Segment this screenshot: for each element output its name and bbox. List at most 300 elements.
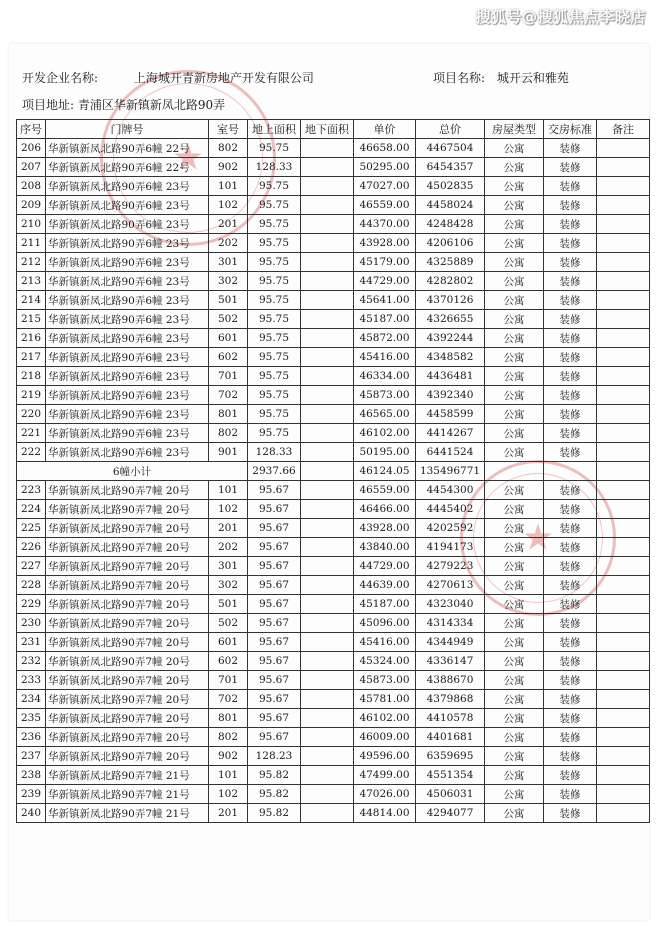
cell-underground-area bbox=[301, 557, 354, 576]
cell-remarks bbox=[597, 272, 650, 291]
cell-remarks bbox=[597, 367, 650, 386]
col-header-room: 室号 bbox=[209, 120, 248, 139]
cell-delivery-standard: 装修 bbox=[544, 405, 597, 424]
cell-underground-area bbox=[301, 139, 354, 158]
project-label: 项目名称: bbox=[433, 71, 486, 85]
subtotal-area: 2937.66 bbox=[248, 462, 301, 481]
cell-underground-area bbox=[301, 424, 354, 443]
cell-no: 214 bbox=[17, 291, 46, 310]
cell-total-price: 6359695 bbox=[416, 747, 485, 766]
cell-house-type: 公寓 bbox=[485, 728, 544, 747]
table-row bbox=[17, 766, 650, 785]
cell-total-price: 4282802 bbox=[416, 272, 485, 291]
cell-area: 95.67 bbox=[248, 671, 301, 690]
cell-house-type: 公寓 bbox=[485, 291, 544, 310]
cell-no: 217 bbox=[17, 348, 46, 367]
cell-door-number: 华新镇新凤北路90弄7幢 20号 bbox=[46, 557, 209, 576]
cell-door-number: 华新镇新凤北路90弄6幢 23号 bbox=[46, 215, 209, 234]
cell-remarks bbox=[597, 177, 650, 196]
cell-door-number: 华新镇新凤北路90弄7幢 20号 bbox=[46, 614, 209, 633]
col-header-unit-price: 单价 bbox=[354, 120, 416, 139]
cell-area: 95.67 bbox=[248, 728, 301, 747]
cell-underground-area bbox=[301, 329, 354, 348]
cell-underground-area bbox=[301, 481, 354, 500]
cell-area: 95.75 bbox=[248, 310, 301, 329]
cell-no: 238 bbox=[17, 766, 46, 785]
cell-total-price: 4379868 bbox=[416, 690, 485, 709]
cell-unit-price: 43928.00 bbox=[354, 519, 416, 538]
cell-underground-area bbox=[301, 196, 354, 215]
subtotal-price: 46124.05 bbox=[354, 462, 416, 481]
table-row bbox=[17, 405, 650, 424]
cell-door-number: 华新镇新凤北路90弄7幢 20号 bbox=[46, 709, 209, 728]
cell-delivery-standard: 装修 bbox=[544, 386, 597, 405]
cell-area: 95.75 bbox=[248, 253, 301, 272]
cell-remarks bbox=[597, 633, 650, 652]
cell-house-type: 公寓 bbox=[485, 804, 544, 823]
cell-door-number: 华新镇新凤北路90弄6幢 23号 bbox=[46, 196, 209, 215]
cell-room: 101 bbox=[209, 177, 248, 196]
cell-underground-area bbox=[301, 614, 354, 633]
cell-room: 301 bbox=[209, 253, 248, 272]
cell-room: 702 bbox=[209, 386, 248, 405]
cell-delivery-standard: 装修 bbox=[544, 253, 597, 272]
cell-house-type: 公寓 bbox=[485, 386, 544, 405]
cell-remarks bbox=[597, 595, 650, 614]
cell-underground-area bbox=[301, 234, 354, 253]
cell-remarks bbox=[597, 329, 650, 348]
subtotal-deliv bbox=[544, 462, 597, 481]
cell-delivery-standard: 装修 bbox=[544, 196, 597, 215]
cell-unit-price: 45641.00 bbox=[354, 291, 416, 310]
col-header-no: 序号 bbox=[17, 120, 46, 139]
cell-delivery-standard: 装修 bbox=[544, 443, 597, 462]
cell-room: 201 bbox=[209, 215, 248, 234]
cell-house-type: 公寓 bbox=[485, 538, 544, 557]
cell-remarks bbox=[597, 538, 650, 557]
table-body-subtotal bbox=[17, 462, 650, 481]
cell-house-type: 公寓 bbox=[485, 614, 544, 633]
cell-area: 95.67 bbox=[248, 538, 301, 557]
cell-delivery-standard: 装修 bbox=[544, 747, 597, 766]
cell-unit-price: 46102.00 bbox=[354, 424, 416, 443]
cell-no: 208 bbox=[17, 177, 46, 196]
cell-total-price: 4344949 bbox=[416, 633, 485, 652]
table-row bbox=[17, 329, 650, 348]
cell-unit-price: 47026.00 bbox=[354, 785, 416, 804]
cell-house-type: 公寓 bbox=[485, 139, 544, 158]
price-list-table bbox=[16, 119, 650, 823]
cell-underground-area bbox=[301, 158, 354, 177]
cell-remarks bbox=[597, 709, 650, 728]
cell-remarks bbox=[597, 500, 650, 519]
cell-no: 230 bbox=[17, 614, 46, 633]
cell-house-type: 公寓 bbox=[485, 747, 544, 766]
cell-underground-area bbox=[301, 747, 354, 766]
cell-delivery-standard: 装修 bbox=[544, 519, 597, 538]
cell-delivery-standard: 装修 bbox=[544, 766, 597, 785]
cell-underground-area bbox=[301, 785, 354, 804]
cell-delivery-standard: 装修 bbox=[544, 804, 597, 823]
cell-house-type: 公寓 bbox=[485, 671, 544, 690]
cell-underground-area bbox=[301, 405, 354, 424]
cell-underground-area bbox=[301, 272, 354, 291]
cell-unit-price: 45179.00 bbox=[354, 253, 416, 272]
cell-room: 701 bbox=[209, 367, 248, 386]
cell-delivery-standard: 装修 bbox=[544, 595, 597, 614]
cell-area: 95.75 bbox=[248, 424, 301, 443]
table-row bbox=[17, 158, 650, 177]
cell-door-number: 华新镇新凤北路90弄7幢 20号 bbox=[46, 728, 209, 747]
cell-remarks bbox=[597, 690, 650, 709]
cell-area: 95.75 bbox=[248, 215, 301, 234]
cell-delivery-standard: 装修 bbox=[544, 576, 597, 595]
cell-area: 95.75 bbox=[248, 139, 301, 158]
table-row bbox=[17, 557, 650, 576]
cell-total-price: 4551354 bbox=[416, 766, 485, 785]
cell-delivery-standard: 装修 bbox=[544, 291, 597, 310]
cell-underground-area bbox=[301, 709, 354, 728]
cell-door-number: 华新镇新凤北路90弄6幢 23号 bbox=[46, 424, 209, 443]
table-row bbox=[17, 500, 650, 519]
cell-door-number: 华新镇新凤北路90弄6幢 23号 bbox=[46, 348, 209, 367]
cell-no: 229 bbox=[17, 595, 46, 614]
cell-house-type: 公寓 bbox=[485, 215, 544, 234]
table-row bbox=[17, 614, 650, 633]
official-seal-stamp: ★ bbox=[100, 70, 276, 246]
cell-delivery-standard: 装修 bbox=[544, 424, 597, 443]
table-row bbox=[17, 690, 650, 709]
cell-delivery-standard: 装修 bbox=[544, 557, 597, 576]
cell-remarks bbox=[597, 671, 650, 690]
cell-delivery-standard: 装修 bbox=[544, 272, 597, 291]
cell-area: 95.67 bbox=[248, 481, 301, 500]
cell-door-number: 华新镇新凤北路90弄6幢 23号 bbox=[46, 367, 209, 386]
cell-room: 802 bbox=[209, 139, 248, 158]
cell-area: 95.75 bbox=[248, 234, 301, 253]
cell-house-type: 公寓 bbox=[485, 557, 544, 576]
cell-house-type: 公寓 bbox=[485, 177, 544, 196]
cell-unit-price: 45416.00 bbox=[354, 348, 416, 367]
cell-total-price: 4370126 bbox=[416, 291, 485, 310]
cell-delivery-standard: 装修 bbox=[544, 234, 597, 253]
cell-no: 207 bbox=[17, 158, 46, 177]
cell-door-number: 华新镇新凤北路90弄7幢 21号 bbox=[46, 766, 209, 785]
cell-total-price: 4348582 bbox=[416, 348, 485, 367]
cell-delivery-standard: 装修 bbox=[544, 348, 597, 367]
cell-unit-price: 43928.00 bbox=[354, 234, 416, 253]
cell-house-type: 公寓 bbox=[485, 310, 544, 329]
cell-unit-price: 43840.00 bbox=[354, 538, 416, 557]
cell-no: 213 bbox=[17, 272, 46, 291]
cell-remarks bbox=[597, 652, 650, 671]
cell-no: 237 bbox=[17, 747, 46, 766]
cell-door-number: 华新镇新凤北路90弄7幢 20号 bbox=[46, 500, 209, 519]
cell-no: 215 bbox=[17, 310, 46, 329]
cell-total-price: 4436481 bbox=[416, 367, 485, 386]
cell-room: 501 bbox=[209, 595, 248, 614]
cell-door-number: 华新镇新凤北路90弄6幢 23号 bbox=[46, 253, 209, 272]
cell-unit-price: 45781.00 bbox=[354, 690, 416, 709]
cell-no: 210 bbox=[17, 215, 46, 234]
table-body-building-7 bbox=[17, 481, 650, 823]
cell-unit-price: 46565.00 bbox=[354, 405, 416, 424]
cell-remarks bbox=[597, 234, 650, 253]
table-row bbox=[17, 595, 650, 614]
cell-house-type: 公寓 bbox=[485, 500, 544, 519]
cell-unit-price: 45873.00 bbox=[354, 386, 416, 405]
cell-remarks bbox=[597, 158, 650, 177]
cell-door-number: 华新镇新凤北路90弄6幢 23号 bbox=[46, 386, 209, 405]
cell-delivery-standard: 装修 bbox=[544, 481, 597, 500]
cell-unit-price: 45416.00 bbox=[354, 633, 416, 652]
cell-door-number: 华新镇新凤北路90弄7幢 20号 bbox=[46, 576, 209, 595]
cell-area: 95.75 bbox=[248, 405, 301, 424]
cell-house-type: 公寓 bbox=[485, 709, 544, 728]
cell-underground-area bbox=[301, 804, 354, 823]
cell-underground-area bbox=[301, 386, 354, 405]
cell-underground-area bbox=[301, 215, 354, 234]
cell-total-price: 4325889 bbox=[416, 253, 485, 272]
cell-underground-area bbox=[301, 519, 354, 538]
subtotal-row bbox=[17, 462, 650, 481]
cell-area: 95.82 bbox=[248, 804, 301, 823]
cell-no: 232 bbox=[17, 652, 46, 671]
table-row bbox=[17, 215, 650, 234]
cell-delivery-standard: 装修 bbox=[544, 614, 597, 633]
cell-unit-price: 45187.00 bbox=[354, 310, 416, 329]
cell-no: 233 bbox=[17, 671, 46, 690]
table-row bbox=[17, 196, 650, 215]
cell-room: 101 bbox=[209, 766, 248, 785]
cell-area: 95.67 bbox=[248, 652, 301, 671]
cell-area: 95.75 bbox=[248, 291, 301, 310]
cell-delivery-standard: 装修 bbox=[544, 500, 597, 519]
cell-no: 236 bbox=[17, 728, 46, 747]
cell-house-type: 公寓 bbox=[485, 576, 544, 595]
cell-total-price: 4388670 bbox=[416, 671, 485, 690]
cell-area: 95.67 bbox=[248, 557, 301, 576]
cell-area: 128.33 bbox=[248, 443, 301, 462]
cell-remarks bbox=[597, 443, 650, 462]
cell-underground-area bbox=[301, 576, 354, 595]
cell-no: 234 bbox=[17, 690, 46, 709]
cell-total-price: 4336147 bbox=[416, 652, 485, 671]
cell-area: 95.67 bbox=[248, 500, 301, 519]
developer-name: 上海城开青新房地产开发有限公司 bbox=[133, 71, 314, 85]
cell-delivery-standard: 装修 bbox=[544, 690, 597, 709]
cell-underground-area bbox=[301, 690, 354, 709]
cell-remarks bbox=[597, 253, 650, 272]
table-row bbox=[17, 747, 650, 766]
cell-door-number: 华新镇新凤北路90弄7幢 20号 bbox=[46, 538, 209, 557]
cell-unit-price: 45187.00 bbox=[354, 595, 416, 614]
cell-unit-price: 44729.00 bbox=[354, 272, 416, 291]
cell-underground-area bbox=[301, 538, 354, 557]
cell-no: 219 bbox=[17, 386, 46, 405]
cell-underground-area bbox=[301, 500, 354, 519]
table-row bbox=[17, 424, 650, 443]
cell-total-price: 4454300 bbox=[416, 481, 485, 500]
col-header-total-price: 总价 bbox=[416, 120, 485, 139]
cell-underground-area bbox=[301, 253, 354, 272]
table-row bbox=[17, 804, 650, 823]
cell-room: 601 bbox=[209, 329, 248, 348]
cell-room: 801 bbox=[209, 405, 248, 424]
cell-unit-price: 45324.00 bbox=[354, 652, 416, 671]
address-label: 项目地址: bbox=[22, 98, 75, 112]
cell-underground-area bbox=[301, 291, 354, 310]
cell-unit-price: 44814.00 bbox=[354, 804, 416, 823]
cell-no: 222 bbox=[17, 443, 46, 462]
col-header-area: 地上面积 bbox=[248, 120, 301, 139]
watermark-text: 搜狐号@搜狐焦点李晓店 bbox=[475, 8, 646, 26]
cell-house-type: 公寓 bbox=[485, 234, 544, 253]
cell-no: 211 bbox=[17, 234, 46, 253]
cell-total-price: 4458024 bbox=[416, 196, 485, 215]
cell-unit-price: 45873.00 bbox=[354, 671, 416, 690]
cell-door-number: 华新镇新凤北路90弄6幢 23号 bbox=[46, 291, 209, 310]
cell-remarks bbox=[597, 804, 650, 823]
table-row bbox=[17, 633, 650, 652]
cell-area: 95.67 bbox=[248, 633, 301, 652]
cell-underground-area bbox=[301, 652, 354, 671]
cell-unit-price: 46334.00 bbox=[354, 367, 416, 386]
cell-delivery-standard: 装修 bbox=[544, 671, 597, 690]
cell-room: 902 bbox=[209, 158, 248, 177]
cell-unit-price: 46559.00 bbox=[354, 196, 416, 215]
cell-room: 802 bbox=[209, 424, 248, 443]
cell-house-type: 公寓 bbox=[485, 766, 544, 785]
cell-no: 212 bbox=[17, 253, 46, 272]
cell-room: 801 bbox=[209, 709, 248, 728]
cell-total-price: 4502835 bbox=[416, 177, 485, 196]
table-row bbox=[17, 310, 650, 329]
cell-room: 702 bbox=[209, 690, 248, 709]
cell-area: 95.75 bbox=[248, 177, 301, 196]
cell-remarks bbox=[597, 576, 650, 595]
developer-label: 开发企业名称: bbox=[22, 71, 99, 85]
subtotal-type bbox=[485, 462, 544, 481]
cell-area: 95.82 bbox=[248, 766, 301, 785]
table-row bbox=[17, 177, 650, 196]
table-row bbox=[17, 348, 650, 367]
cell-area: 95.75 bbox=[248, 348, 301, 367]
cell-room: 602 bbox=[209, 348, 248, 367]
cell-delivery-standard: 装修 bbox=[544, 652, 597, 671]
cell-total-price: 4202592 bbox=[416, 519, 485, 538]
cell-unit-price: 47499.00 bbox=[354, 766, 416, 785]
cell-no: 226 bbox=[17, 538, 46, 557]
table-row bbox=[17, 234, 650, 253]
cell-room: 902 bbox=[209, 747, 248, 766]
table-row bbox=[17, 272, 650, 291]
cell-unit-price: 49596.00 bbox=[354, 747, 416, 766]
cell-door-number: 华新镇新凤北路90弄6幢 23号 bbox=[46, 234, 209, 253]
cell-room: 301 bbox=[209, 557, 248, 576]
cell-room: 102 bbox=[209, 785, 248, 804]
cell-door-number: 华新镇新凤北路90弄7幢 20号 bbox=[46, 595, 209, 614]
project-line bbox=[433, 69, 569, 86]
table-row bbox=[17, 728, 650, 747]
cell-remarks bbox=[597, 196, 650, 215]
cell-door-number: 华新镇新凤北路90弄6幢 23号 bbox=[46, 177, 209, 196]
cell-area: 128.33 bbox=[248, 158, 301, 177]
cell-area: 95.82 bbox=[248, 785, 301, 804]
cell-door-number: 华新镇新凤北路90弄6幢 23号 bbox=[46, 443, 209, 462]
cell-house-type: 公寓 bbox=[485, 481, 544, 500]
table-row bbox=[17, 386, 650, 405]
cell-house-type: 公寓 bbox=[485, 595, 544, 614]
cell-no: 209 bbox=[17, 196, 46, 215]
table-row bbox=[17, 576, 650, 595]
cell-remarks bbox=[597, 424, 650, 443]
cell-underground-area bbox=[301, 633, 354, 652]
cell-house-type: 公寓 bbox=[485, 519, 544, 538]
cell-total-price: 4414267 bbox=[416, 424, 485, 443]
cell-door-number: 华新镇新凤北路90弄6幢 23号 bbox=[46, 310, 209, 329]
cell-house-type: 公寓 bbox=[485, 196, 544, 215]
cell-unit-price: 46559.00 bbox=[354, 481, 416, 500]
cell-no: 231 bbox=[17, 633, 46, 652]
subtotal-label: 6幢小计 bbox=[17, 462, 248, 481]
cell-door-number: 华新镇新凤北路90弄7幢 21号 bbox=[46, 785, 209, 804]
cell-delivery-standard: 装修 bbox=[544, 785, 597, 804]
col-header-door: 门牌号 bbox=[46, 120, 209, 139]
cell-house-type: 公寓 bbox=[485, 272, 544, 291]
address-value: 青浦区华新镇新凤北路90弄 bbox=[77, 98, 226, 112]
table-row bbox=[17, 709, 650, 728]
cell-total-price: 6441524 bbox=[416, 443, 485, 462]
cell-area: 95.75 bbox=[248, 272, 301, 291]
cell-total-price: 4506031 bbox=[416, 785, 485, 804]
cell-area: 95.75 bbox=[248, 329, 301, 348]
cell-door-number: 华新镇新凤北路90弄6幢 23号 bbox=[46, 405, 209, 424]
cell-unit-price: 46658.00 bbox=[354, 139, 416, 158]
cell-unit-price: 46102.00 bbox=[354, 709, 416, 728]
cell-door-number: 华新镇新凤北路90弄7幢 20号 bbox=[46, 747, 209, 766]
cell-underground-area bbox=[301, 671, 354, 690]
cell-room: 302 bbox=[209, 272, 248, 291]
cell-remarks bbox=[597, 614, 650, 633]
cell-area: 95.75 bbox=[248, 386, 301, 405]
cell-remarks bbox=[597, 785, 650, 804]
cell-unit-price: 44729.00 bbox=[354, 557, 416, 576]
cell-total-price: 4401681 bbox=[416, 728, 485, 747]
cell-no: 220 bbox=[17, 405, 46, 424]
cell-underground-area bbox=[301, 310, 354, 329]
cell-unit-price: 44370.00 bbox=[354, 215, 416, 234]
cell-total-price: 4279223 bbox=[416, 557, 485, 576]
address-line bbox=[22, 96, 225, 113]
cell-remarks bbox=[597, 291, 650, 310]
table-row bbox=[17, 538, 650, 557]
cell-delivery-standard: 装修 bbox=[544, 158, 597, 177]
cell-door-number: 华新镇新凤北路90弄7幢 20号 bbox=[46, 481, 209, 500]
subtotal-note bbox=[597, 462, 650, 481]
cell-no: 227 bbox=[17, 557, 46, 576]
cell-house-type: 公寓 bbox=[485, 633, 544, 652]
cell-unit-price: 45872.00 bbox=[354, 329, 416, 348]
cell-unit-price: 44639.00 bbox=[354, 576, 416, 595]
table-header-row bbox=[17, 120, 650, 139]
cell-delivery-standard: 装修 bbox=[544, 709, 597, 728]
cell-delivery-standard: 装修 bbox=[544, 177, 597, 196]
cell-house-type: 公寓 bbox=[485, 348, 544, 367]
cell-door-number: 华新镇新凤北路90弄6幢 23号 bbox=[46, 329, 209, 348]
cell-remarks bbox=[597, 386, 650, 405]
cell-room: 501 bbox=[209, 291, 248, 310]
